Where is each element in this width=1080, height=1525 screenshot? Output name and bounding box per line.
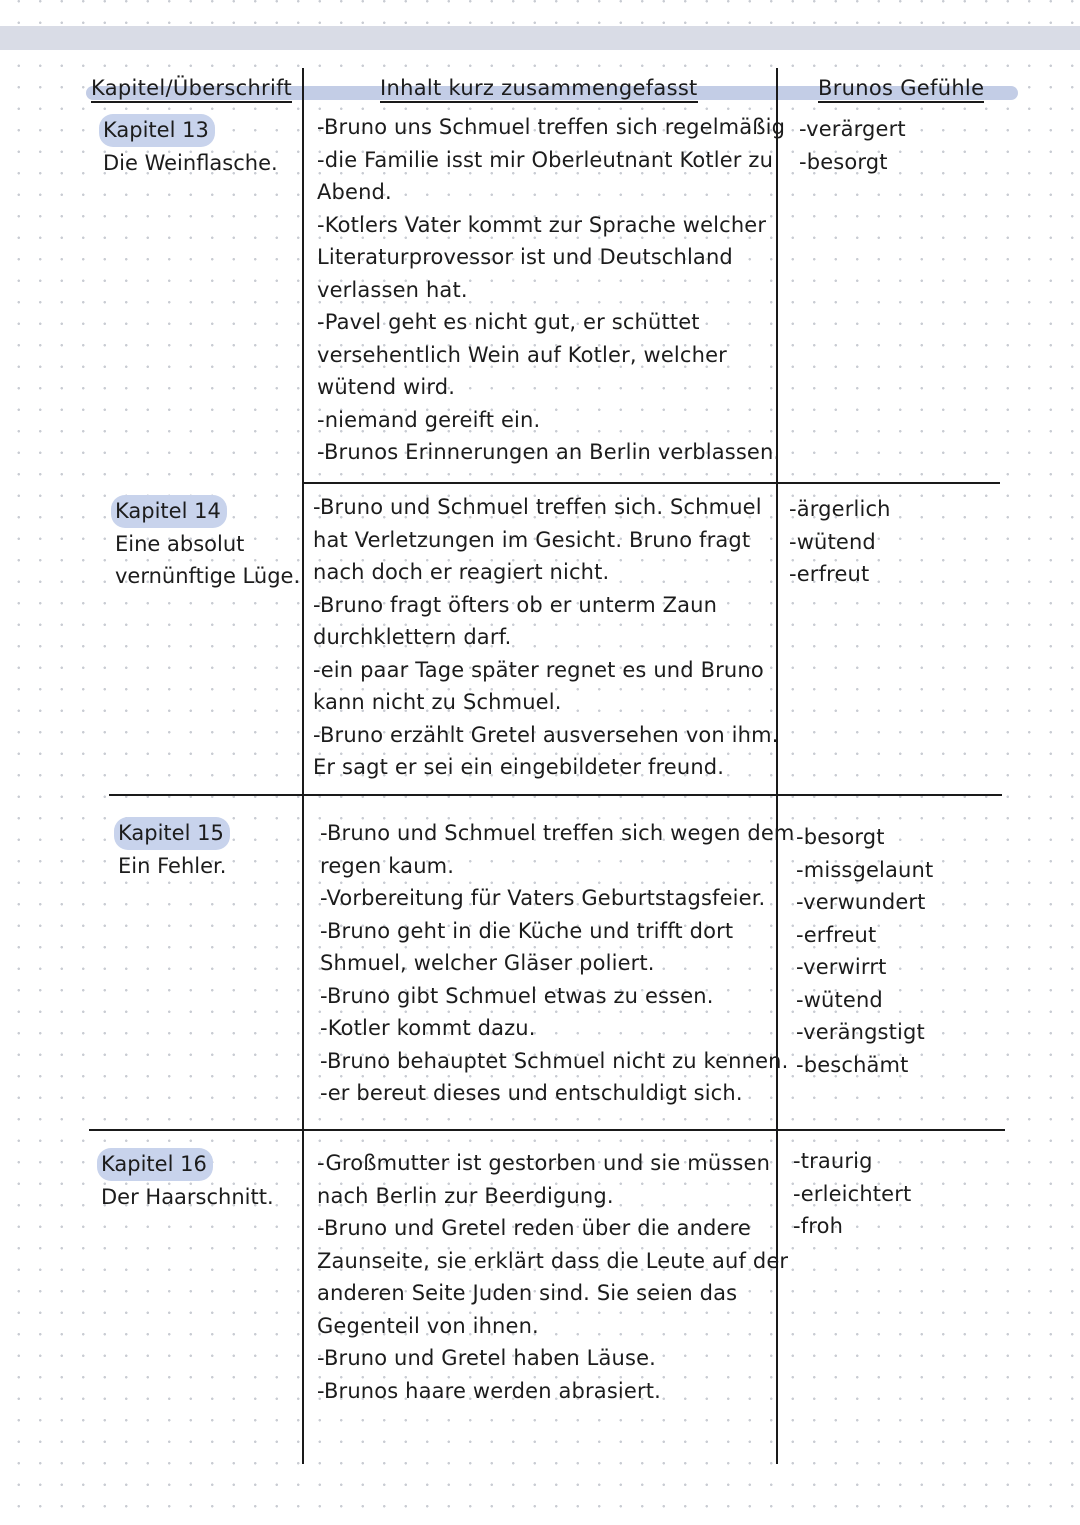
feeling-item: -erleichtert [793, 1181, 912, 1206]
feelings-13 [799, 113, 906, 178]
summary-line: Shmuel, welcher Gläser poliert. [320, 951, 655, 975]
chapter-number: Kapitel 15 [114, 817, 230, 850]
feeling-item: -ärgerlich [789, 497, 891, 521]
feeling-item: -beschämt [796, 1052, 909, 1077]
summary-line: -er bereut dieses und entschuldigt sich. [320, 1081, 743, 1105]
chapter-16 [101, 1148, 274, 1213]
chapter-14 [115, 495, 300, 593]
top-bar [0, 26, 1080, 50]
feeling-item: -froh [793, 1214, 844, 1238]
summary-14 [313, 491, 779, 784]
header-feelings: Brunos Gefühle [818, 73, 984, 103]
summary-line: wütend wird. [317, 375, 456, 399]
summary-line: -ein paar Tage später regnet es und Bruno [313, 657, 764, 682]
summary-line: -Kotlers Vater kommt zur Sprache welcher [317, 212, 767, 237]
summary-line: -niemand gereift ein. [317, 407, 541, 432]
feeling-item: -erfreut [796, 922, 877, 947]
summary-line: -die Familie isst mir Oberleutnant Kotler zu [317, 147, 774, 172]
feeling-item: -missgelaunt [796, 857, 934, 882]
feelings-15 [796, 821, 933, 1081]
summary-line: -Bruno und Schmuel treffen sich. Schmuel [313, 495, 762, 519]
feeling-item: -besorgt [796, 825, 885, 849]
chapter-number: Kapitel 14 [111, 495, 227, 528]
summary-13 [317, 111, 785, 469]
header-summary: Inhalt kurz zusammengefasst [380, 73, 698, 103]
summary-line: -Vorbereitung für Vaters Geburtstagsfeier. [320, 886, 766, 910]
summary-line: regen kaum. [320, 853, 455, 878]
summary-line: -Großmutter ist gestorben und sie müssen [317, 1151, 771, 1175]
summary-line: anderen Seite Juden sind. Sie seien das [317, 1281, 738, 1305]
summary-line: -Pavel geht es nicht gut, er schüttet [317, 310, 700, 334]
summary-line: Er sagt er sei ein eingebildeter freund. [313, 755, 725, 779]
chapter-title-line: vernünftige Lüge. [115, 564, 301, 588]
summary-line: -Bruno fragt öfters ob er unterm Zaun [313, 592, 718, 617]
chapter-15 [118, 817, 230, 882]
summary-line: kann nicht zu Schmuel. [313, 690, 562, 714]
summary-15 [320, 817, 795, 1110]
chapter-title: Der Haarschnitt. [101, 1184, 274, 1209]
feelings-14 [789, 493, 891, 591]
summary-line: nach Berlin zur Beerdigung. [317, 1183, 614, 1208]
row-divider-2 [109, 794, 1002, 796]
header-chapter: Kapitel/Überschrift [91, 73, 292, 103]
chapter-title: Ein Fehler. [118, 853, 227, 878]
summary-line: nach doch er reagiert nicht. [313, 560, 610, 584]
summary-line: -Bruno und Schmuel treffen sich wegen dem [320, 821, 795, 845]
summary-line: -Bruno uns Schmuel treffen sich regelmäßig [317, 115, 786, 139]
summary-line: -Bruno behauptet Schmuel nicht zu kennen. [320, 1048, 789, 1073]
column-divider-left [302, 68, 304, 1464]
summary-line: Zaunseite, sie erklärt dass die Leute auf der [317, 1248, 789, 1273]
chapter-title: Die Weinflasche. [103, 150, 278, 175]
feeling-item: -erfreut [789, 562, 870, 586]
chapter-number: Kapitel 13 [99, 114, 215, 147]
summary-line: -Bruno und Gretel haben Läuse. [317, 1346, 656, 1370]
summary-line: versehentlich Wein auf Kotler, welcher [317, 342, 727, 367]
summary-line: hat Verletzungen im Gesicht. Bruno fragt [313, 527, 751, 552]
summary-16 [317, 1147, 788, 1407]
feeling-item: -verängstigt [796, 1020, 925, 1044]
feeling-item: -verwundert [796, 890, 926, 914]
feeling-item: -wütend [796, 987, 883, 1012]
chapter-title-line: Eine absolut [115, 531, 245, 556]
summary-line: -Bruno geht in die Küche und trifft dort [320, 918, 734, 943]
summary-line: -Bruno und Gretel reden über die andere [317, 1216, 751, 1240]
feelings-16 [793, 1145, 911, 1243]
summary-line: -Bruno erzählt Gretel ausversehen von ihm. [313, 722, 779, 747]
summary-line: Gegenteil von ihnen. [317, 1313, 539, 1338]
summary-line: -Brunos Erinnerungen an Berlin verblassen. [317, 440, 781, 464]
summary-line: -Kotler kommt dazu. [320, 1016, 536, 1040]
feeling-item: -traurig [793, 1149, 873, 1173]
row-divider-3 [89, 1129, 1005, 1131]
summary-line: Abend. [317, 180, 392, 204]
feeling-item: -wütend [789, 529, 876, 554]
summary-line: -Brunos haare werden abrasiert. [317, 1378, 661, 1403]
summary-line: Literaturprovessor ist und Deutschland [317, 245, 733, 269]
row-divider-1 [302, 482, 1000, 484]
chapter-13 [103, 114, 278, 179]
summary-line: -Bruno gibt Schmuel etwas zu essen. [320, 983, 714, 1008]
summary-line: durchklettern darf. [313, 625, 512, 649]
feeling-item: -verärgert [799, 117, 906, 141]
feeling-item: -verwirrt [796, 955, 887, 979]
chapter-number: Kapitel 16 [97, 1148, 213, 1181]
feeling-item: -besorgt [799, 149, 888, 174]
summary-line: verlassen hat. [317, 277, 468, 302]
